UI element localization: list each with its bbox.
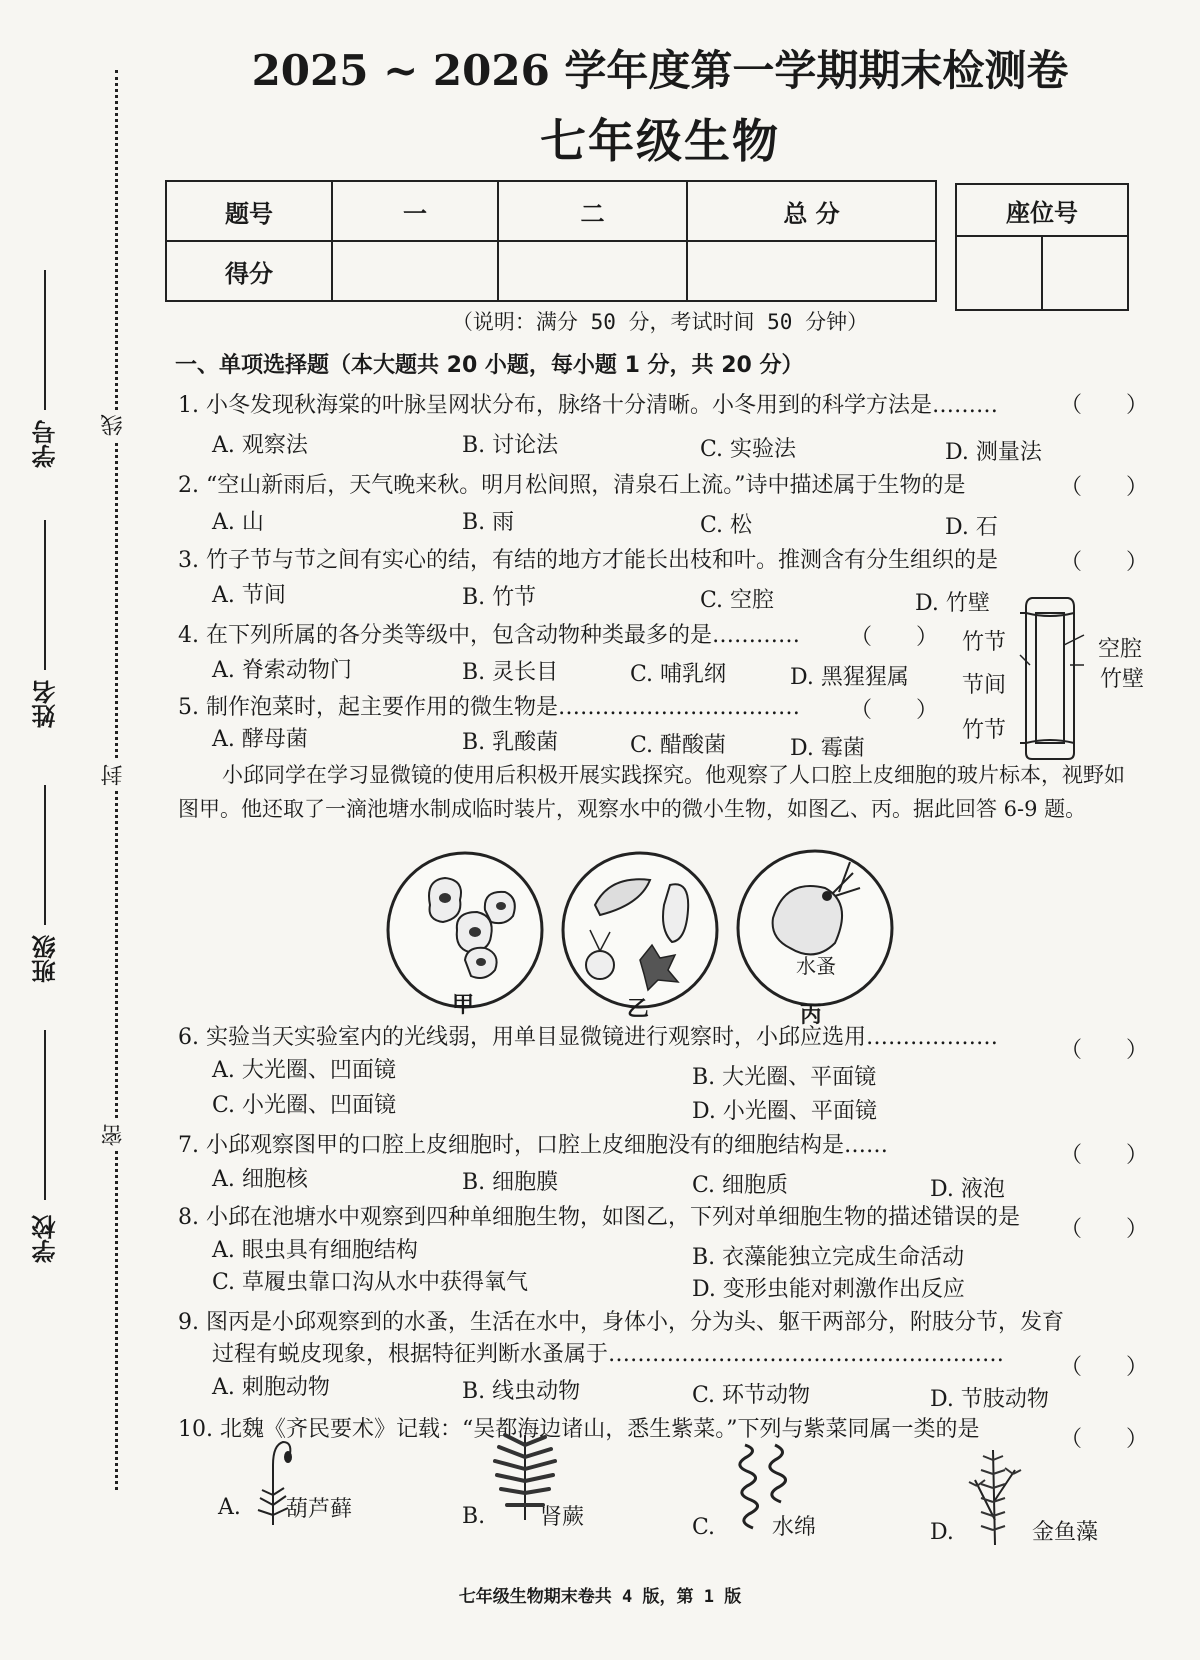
- question-9-stem: 9. 图丙是小邱观察到的水蚤，生活在水中，身体小，分为头、躯干两部分，附肢分节，发育: [178, 1310, 1064, 1335]
- figure-bing-caption: 丙: [800, 1002, 823, 1028]
- question-9-answer[interactable]: （ ）: [1060, 1355, 1149, 1380]
- question-5-option-a: A. 酵母菌: [212, 727, 308, 752]
- seal-word-secret: 密: [98, 1120, 129, 1150]
- question-2-option-a: A. 山: [212, 510, 264, 535]
- question-8-option-a: A. 眼虫具有细胞结构: [212, 1238, 418, 1263]
- score-header-number: 题号: [166, 181, 332, 241]
- question-3-option-a: A. 节间: [212, 583, 286, 608]
- question-10-stem: 10. 北魏《齐民要术》记载：“吴都海边诸山，悉生紫菜。”下列与紫菜同属一类的是: [178, 1417, 980, 1442]
- score-row-label: 得分: [166, 241, 332, 301]
- question-4-answer[interactable]: （ ）: [850, 625, 939, 650]
- exam-title: 2025 ~ 2026 学年度第一学期期末检测卷: [251, 46, 1069, 95]
- question-3-stem: 3. 竹子节与节之间有实心的结，有结的地方才能长出枝和叶。推测含有分生组织的是: [178, 548, 998, 573]
- question-9-option-b: B. 线虫动物: [462, 1379, 581, 1404]
- question-1-option-a: A. 观察法: [212, 433, 308, 458]
- question-3-answer[interactable]: （ ）: [1060, 550, 1149, 575]
- score-cell-total[interactable]: [687, 241, 936, 301]
- figure-yi-single-cell-organisms: [560, 850, 720, 1010]
- seat-label: 座位号: [956, 184, 1128, 236]
- question-3-option-b: B. 竹节: [462, 585, 537, 610]
- exam-subject: 七年级生物: [540, 114, 780, 168]
- student-id-label: 学号: [31, 420, 60, 468]
- score-cell-part2[interactable]: [498, 241, 687, 301]
- class-blank: [44, 785, 46, 925]
- water-flea-label: 水蚤: [796, 954, 836, 978]
- score-cell-part1[interactable]: [332, 241, 498, 301]
- question-4-option-c: C. 哺乳纲: [630, 662, 727, 687]
- question-7-option-d: D. 液泡: [930, 1177, 1005, 1202]
- bamboo-label-cavity: 空腔: [1098, 637, 1143, 662]
- figure-jia-cheek-cells: [385, 850, 545, 1010]
- passage-text: 小邱同学在学习显微镜的使用后积极开展实践探究。他观察了人口腔上皮细胞的玻片标本，视野如图甲。他还取了一滴池塘水制成临时装片，观察水中的微小生物，如图乙、丙。据此回答 6-9 题。: [178, 763, 1125, 821]
- question-5-option-c: C. 醋酸菌: [630, 733, 727, 758]
- score-header-part1: 一: [332, 181, 498, 241]
- question-8-answer[interactable]: （ ）: [1060, 1217, 1149, 1242]
- question-10-answer[interactable]: （ ）: [1060, 1427, 1149, 1452]
- page-footer: 七年级生物期末卷共 4 版，第 1 版: [458, 1587, 742, 1607]
- question-2-option-b: B. 雨: [462, 510, 515, 535]
- question-5-stem: 5. 制作泡菜时，起主要作用的微生物是……………………………: [178, 695, 800, 720]
- seal-word-seal: 封: [98, 760, 129, 790]
- question-10-option-d-name: 金鱼藻: [1032, 1520, 1099, 1545]
- question-6-option-d: D. 小光圈、平面镜: [692, 1099, 877, 1124]
- question-2-option-d: D. 石: [945, 515, 998, 540]
- school-label: 学校: [31, 1215, 60, 1263]
- question-9-option-c: C. 环节动物: [692, 1383, 811, 1408]
- question-10-option-b: B.: [462, 1504, 486, 1529]
- score-header-total: 总 分: [687, 181, 936, 241]
- question-7-stem: 7. 小邱观察图甲的口腔上皮细胞时，口腔上皮细胞没有的细胞结构是……: [178, 1133, 888, 1158]
- exam-note: （说明：满分 50 分，考试时间 50 分钟）: [451, 310, 869, 334]
- question-7-answer[interactable]: （ ）: [1060, 1143, 1149, 1168]
- school-blank: [44, 1030, 46, 1200]
- bamboo-label-node-top: 竹节: [962, 630, 1007, 655]
- bamboo-label-node-bottom: 竹节: [962, 718, 1007, 743]
- question-7-option-c: C. 细胞质: [692, 1173, 789, 1198]
- question-8-option-c: C. 草履虫靠口沟从水中获得氧气: [212, 1270, 529, 1295]
- question-1-option-d: D. 测量法: [945, 440, 1042, 465]
- question-2-option-c: C. 松: [700, 513, 753, 538]
- seat-cell-1[interactable]: [956, 236, 1042, 310]
- question-9-stem-cont: 过程有蜕皮现象，根据特征判断水蚤属于………………………………………………: [212, 1342, 1005, 1367]
- bamboo-label-internode: 节间: [962, 673, 1007, 698]
- question-6-option-a: A. 大光圈、凹面镜: [212, 1058, 396, 1083]
- question-10-option-a: A.: [218, 1495, 241, 1520]
- question-10-option-c: C.: [692, 1515, 716, 1540]
- figure-bing-water-flea: [735, 848, 895, 1008]
- class-label: 班级: [31, 935, 60, 983]
- question-8-option-d: D. 变形虫能对刺激作出反应: [692, 1277, 965, 1302]
- question-7-option-a: A. 细胞核: [212, 1167, 308, 1192]
- section1-heading: 一、单项选择题（本大题共 20 小题，每小题 1 分，共 20 分）: [175, 353, 804, 378]
- name-label: 姓名: [31, 680, 60, 728]
- question-6-stem: 6. 实验当天实验室内的光线弱，用单目显微镜进行观察时，小邱应选用………………: [178, 1025, 998, 1050]
- question-3-option-c: C. 空腔: [700, 588, 775, 613]
- question-1-option-b: B. 讨论法: [462, 433, 559, 458]
- question-4-option-b: B. 灵长目: [462, 660, 559, 685]
- question-4-option-a: A. 脊索动物门: [212, 658, 352, 683]
- bamboo-diagram: [1020, 595, 1080, 760]
- seat-table: [955, 183, 1129, 311]
- score-table: [165, 180, 937, 302]
- question-4-stem: 4. 在下列所属的各分类等级中，包含动物种类最多的是…………: [178, 623, 800, 648]
- question-8-option-b: B. 衣藻能独立完成生命活动: [692, 1245, 965, 1270]
- question-5-answer[interactable]: （ ）: [850, 698, 939, 723]
- question-1-stem: 1. 小冬发现秋海棠的叶脉呈网状分布，脉络十分清晰。小冬用到的科学方法是………: [178, 393, 998, 418]
- seat-cell-2[interactable]: [1042, 236, 1128, 310]
- question-9-option-a: A. 刺胞动物: [212, 1375, 330, 1400]
- question-10-option-a-name: 葫芦藓: [286, 1497, 353, 1522]
- name-blank: [44, 520, 46, 670]
- question-6-option-c: C. 小光圈、凹面镜: [212, 1093, 397, 1118]
- question-2-stem: 2. “空山新雨后，天气晚来秋。明月松间照，清泉石上流。”诗中描述属于生物的是: [178, 473, 966, 498]
- question-5-option-d: D. 霉菌: [790, 736, 865, 761]
- seal-word-line: 线: [98, 410, 129, 440]
- question-3-option-d: D. 竹壁: [915, 591, 990, 616]
- question-6-answer[interactable]: （ ）: [1060, 1038, 1149, 1063]
- question-7-option-b: B. 细胞膜: [462, 1170, 559, 1195]
- question-10-option-b-name: 肾蕨: [540, 1505, 585, 1530]
- question-1-option-c: C. 实验法: [700, 437, 797, 462]
- question-1-answer[interactable]: （ ）: [1060, 393, 1149, 418]
- question-10-option-c-name: 水绵: [772, 1515, 817, 1540]
- bamboo-label-wall: 竹壁: [1100, 667, 1145, 692]
- question-10-option-d: D.: [930, 1520, 954, 1545]
- question-4-option-d: D. 黑猩猩属: [790, 665, 909, 690]
- figure-jia-caption: 甲: [452, 992, 475, 1018]
- student-id-blank: [44, 270, 46, 410]
- question-6-option-b: B. 大光圈、平面镜: [692, 1065, 877, 1090]
- figure-yi-caption: 乙: [627, 996, 650, 1022]
- question-8-stem: 8. 小邱在池塘水中观察到四种单细胞生物，如图乙，下列对单细胞生物的描述错误的是: [178, 1205, 1020, 1230]
- question-2-answer[interactable]: （ ）: [1060, 475, 1149, 500]
- question-9-option-d: D. 节肢动物: [930, 1387, 1049, 1412]
- score-header-part2: 二: [498, 181, 687, 241]
- question-5-option-b: B. 乳酸菌: [462, 730, 559, 755]
